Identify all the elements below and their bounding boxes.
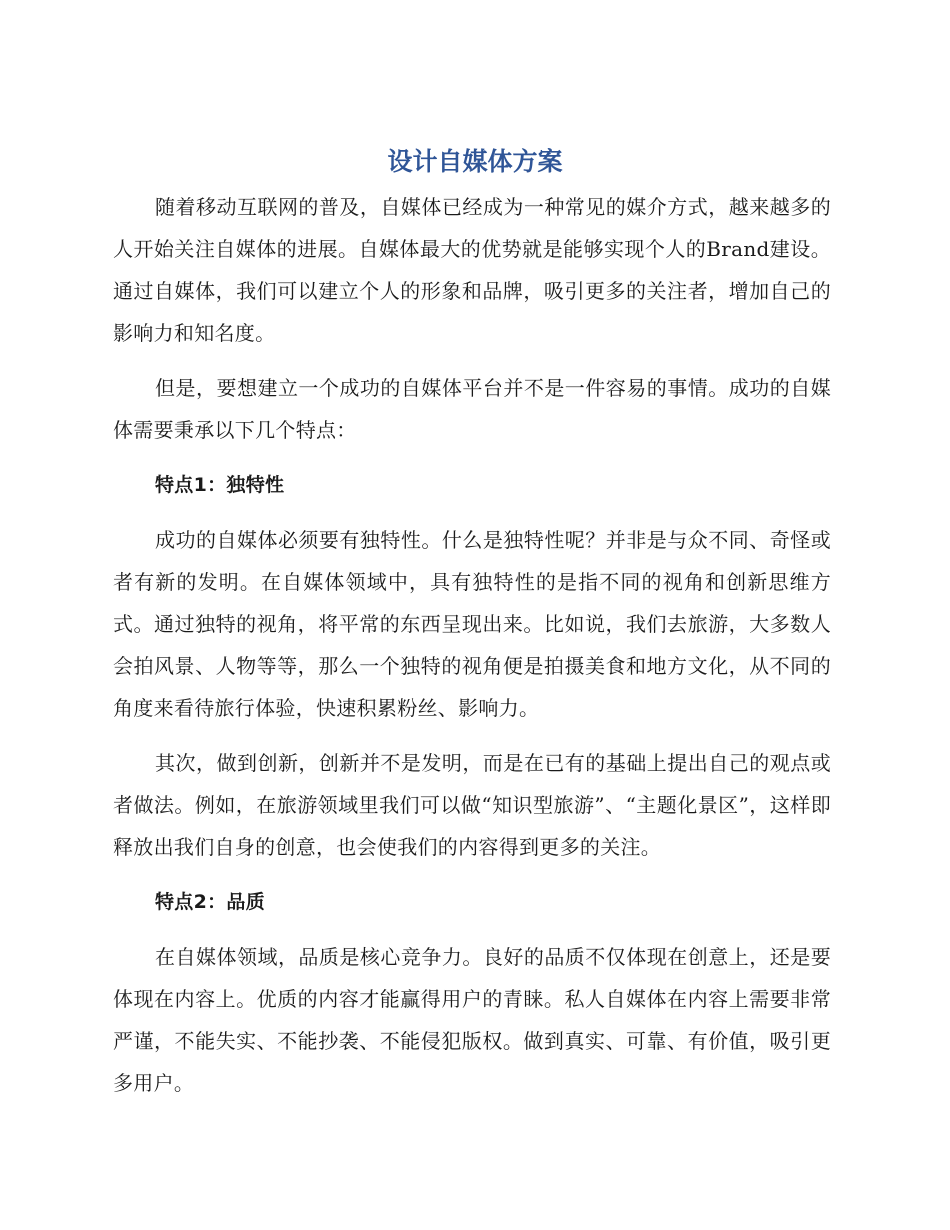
- paragraph-intro: 随着移动互联网的普及，自媒体已经成为一种常见的媒介方式，越来越多的人开始关注自媒体的进展。自媒体最大的优势就是能够实现个人的Brand建设。通过自媒体，我们可以建立个人的形象和品牌，吸引更多的关注者，增加自己的影响力和知名度。: [113, 195, 831, 345]
- heading-feature-2: 特点2：品质: [155, 891, 266, 913]
- document-title: 设计自媒体方案: [387, 147, 563, 176]
- paragraph-quality: 在自媒体领域，品质是核心竞争力。良好的品质不仅体现在创意上，还是要体现在内容上。优质的内容才能赢得用户的青睐。私人自媒体在内容上需要非常严谨，不能失实、不能抄袭、不能侵犯版权。做到真实、可靠、有价值，吸引更多用户。: [113, 945, 831, 1095]
- document-body: [113, 186, 831, 1117]
- paragraph-uniqueness: 成功的自媒体必须要有独特性。什么是独特性呢？并非是与众不同、奇怪或者有新的发明。在自媒体领域中，具有独特性的是指不同的视角和创新思维方式。通过独特的视角，将平常的东西呈现出来。比如说，我们去旅游，大多数人会拍风景、人物等等，那么一个独特的视角便是拍摄美食和地方文化，从不同的角度来看待旅行体验，快速积累粉丝、影响力。: [113, 528, 831, 720]
- heading-feature-1: 特点1：独特性: [155, 474, 285, 496]
- paragraph-features-lead: 但是，要想建立一个成功的自媒体平台并不是一件容易的事情。成功的自媒体需要秉承以下几个特点：: [113, 376, 831, 442]
- paragraph-innovation: 其次，做到创新，创新并不是发明，而是在已有的基础上提出自己的观点或者做法。例如，在旅游领域里我们可以做“知识型旅游”、“主题化景区”，这样即释放出我们自身的创意，也会使我们的内容得到更多的关注。: [113, 751, 831, 859]
